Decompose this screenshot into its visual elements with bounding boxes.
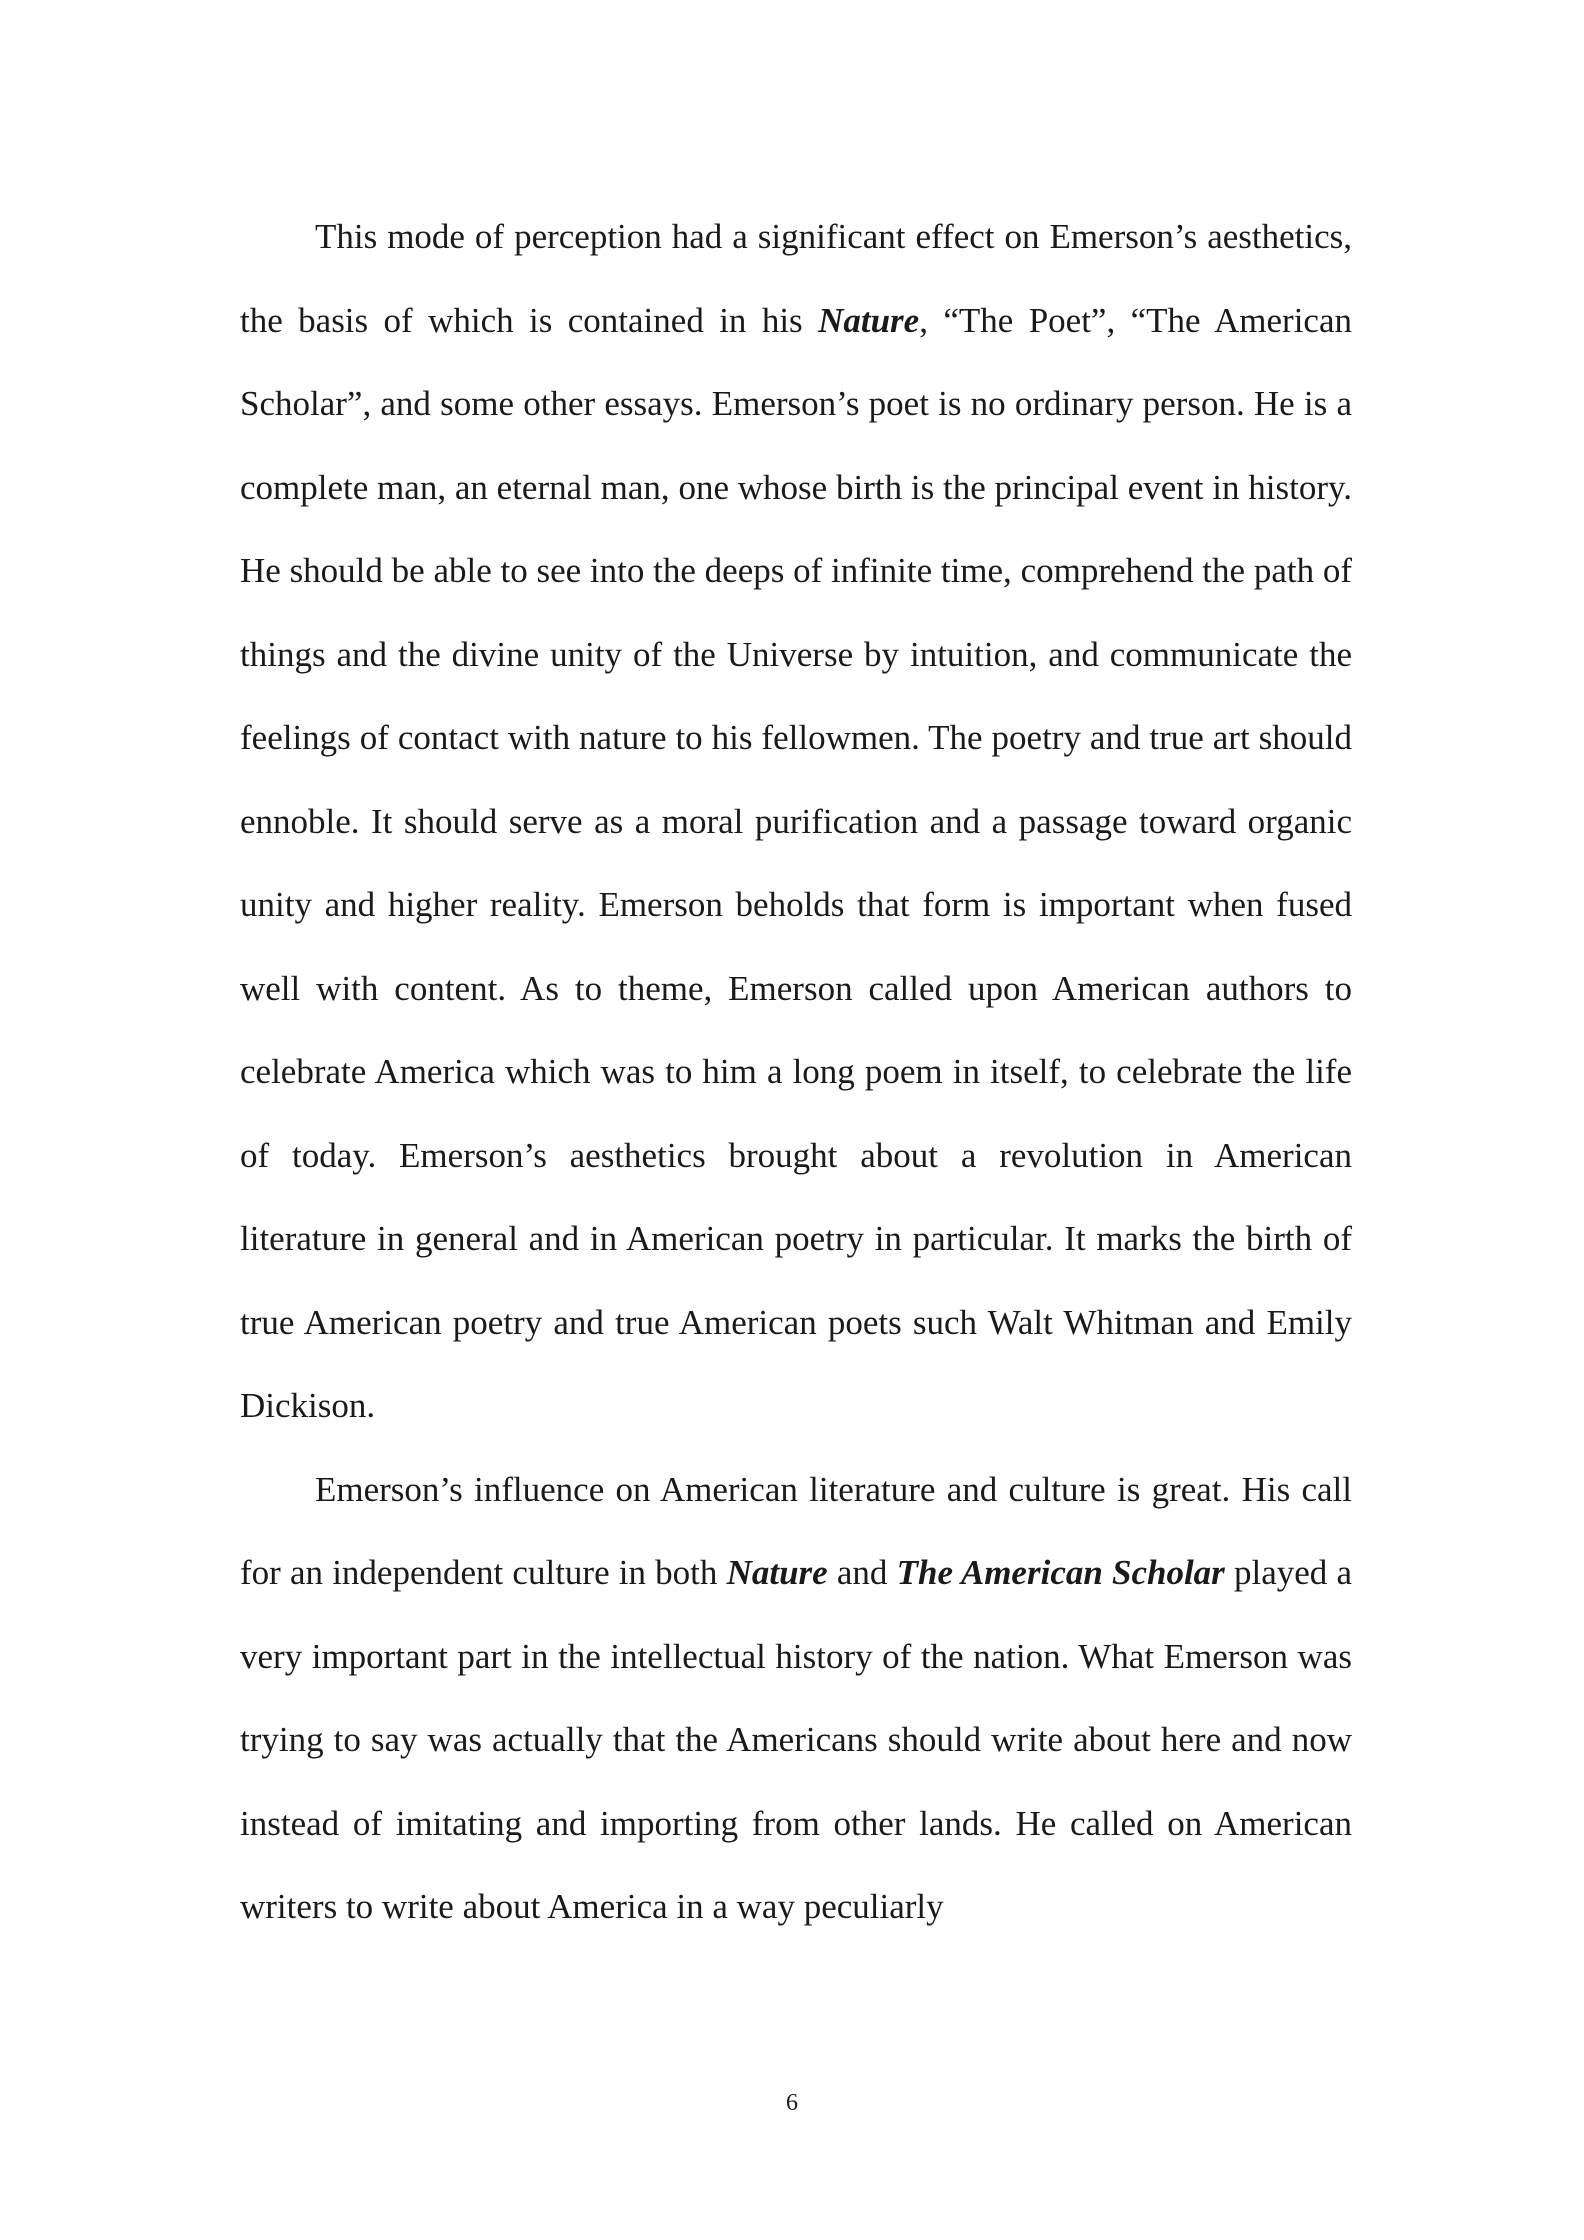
page-number: 6	[786, 2090, 798, 2116]
paragraph-text: , “The Poet”, “The American Scholar”, and some other essays. Emerson’s poet is no ordinary person. He is a complete man, an eternal man, one whose birth is the principal event in history. He should be able to see into the deeps of infinite time, comprehend the path of things and the divine unity of the Universe by intuition, and communicate the feelings of contact with nature to his fellowmen. The poetry and true art should ennoble. It should serve as a moral purification and a passage toward organic unity and higher reality. Emerson beholds that form is important when fused well with content. As to theme, Emerson called upon American authors to celebrate America which was to him a long poem in itself, to celebrate the life of today. Emerson’s aesthetics brought about a revolution in American literature in general and in American poetry in particular. It marks the birth of true American poetry and true American poets such Walt Whitman and Emily Dickison.	[240, 300, 1352, 1425]
paragraph-1	[240, 195, 1352, 1448]
book-title-american-scholar: The American Scholar	[896, 1553, 1225, 1592]
body-text	[240, 195, 1352, 1949]
book-title-nature: Nature	[726, 1553, 828, 1592]
book-title-nature: Nature	[818, 300, 920, 340]
paragraph-text: and	[827, 1553, 897, 1592]
paragraph-text: This mode of perception had a significant effect on Emerson’s aesthetics, the basis of which is contained in his	[240, 217, 1352, 340]
paragraph-text: Emerson’s influence on American literature and culture is great. His call for an independent culture in both	[240, 1469, 1352, 1592]
paragraph-2	[240, 1448, 1352, 1949]
paragraph-text: played a very important part in the intellectual history of the nation. What Emerson was trying to say was actually that the Americans should write about here and now instead of imitating and importing from other lands. He called on American writers to write about America in a way peculiarly	[240, 1553, 1352, 1926]
